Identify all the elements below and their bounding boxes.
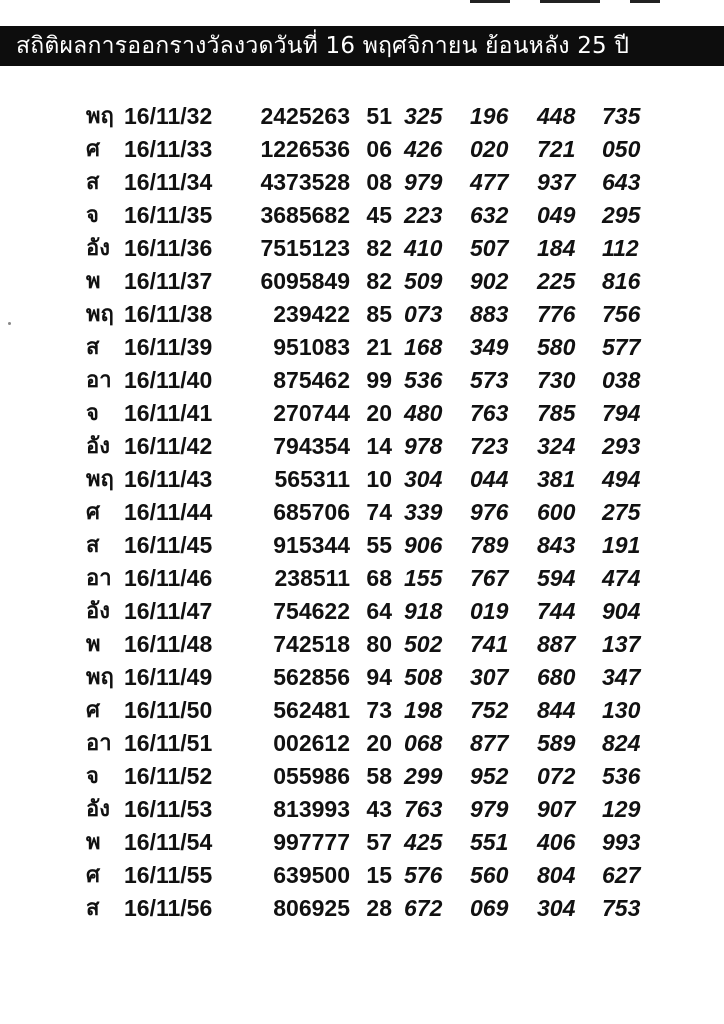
three-digit-prize-1: 325 bbox=[404, 103, 443, 129]
three-digit-prize-4: 627 bbox=[602, 862, 641, 888]
draw-date: 16/11/49 bbox=[124, 664, 213, 690]
table-row bbox=[0, 694, 724, 727]
three-digit-prize-3: 776 bbox=[537, 301, 576, 327]
three-digit-prize-3: 907 bbox=[537, 796, 576, 822]
three-digit-prize-1: 509 bbox=[404, 268, 443, 294]
three-digit-prize-3: 448 bbox=[537, 103, 576, 129]
two-digit-prize: 82 bbox=[366, 268, 392, 294]
three-digit-prize-1: 576 bbox=[404, 862, 443, 888]
day-label: พฤ bbox=[86, 467, 114, 492]
two-digit-prize: 43 bbox=[366, 796, 392, 822]
day-label: ศ bbox=[86, 863, 100, 888]
three-digit-prize-4: 824 bbox=[602, 730, 641, 756]
first-prize: 7515123 bbox=[260, 235, 350, 261]
table-row bbox=[0, 133, 724, 166]
three-digit-prize-4: 474 bbox=[602, 565, 641, 591]
first-prize: 055986 bbox=[273, 763, 350, 789]
three-digit-prize-4: 753 bbox=[602, 895, 641, 921]
table-row bbox=[0, 595, 724, 628]
day-label: พฤ bbox=[86, 104, 114, 129]
first-prize: 806925 bbox=[273, 895, 350, 921]
table-row bbox=[0, 727, 724, 760]
three-digit-prize-1: 763 bbox=[404, 796, 443, 822]
two-digit-prize: 58 bbox=[366, 763, 392, 789]
two-digit-prize: 74 bbox=[366, 499, 392, 525]
three-digit-prize-3: 594 bbox=[537, 565, 576, 591]
first-prize: 639500 bbox=[273, 862, 350, 888]
two-digit-prize: 94 bbox=[366, 664, 392, 690]
three-digit-prize-3: 721 bbox=[537, 136, 576, 162]
table-row bbox=[0, 430, 724, 463]
top-edge-marks bbox=[470, 0, 670, 6]
day-label: อา bbox=[86, 566, 112, 591]
day-label: พฤ bbox=[86, 302, 114, 327]
results-table bbox=[0, 100, 724, 925]
three-digit-prize-1: 508 bbox=[404, 664, 443, 690]
three-digit-prize-1: 299 bbox=[404, 763, 443, 789]
table-row bbox=[0, 265, 724, 298]
three-digit-prize-1: 339 bbox=[404, 499, 443, 525]
three-digit-prize-4: 191 bbox=[602, 532, 641, 558]
three-digit-prize-2: 349 bbox=[470, 334, 509, 360]
three-digit-prize-2: 019 bbox=[470, 598, 509, 624]
three-digit-prize-2: 789 bbox=[470, 532, 509, 558]
three-digit-prize-1: 979 bbox=[404, 169, 443, 195]
three-digit-prize-2: 883 bbox=[470, 301, 509, 327]
draw-date: 16/11/41 bbox=[124, 400, 213, 426]
day-label: พ bbox=[86, 830, 101, 855]
three-digit-prize-1: 906 bbox=[404, 532, 443, 558]
day-label: ศ bbox=[86, 137, 100, 162]
three-digit-prize-4: 494 bbox=[602, 466, 641, 492]
table-row bbox=[0, 364, 724, 397]
draw-date: 16/11/38 bbox=[124, 301, 213, 327]
three-digit-prize-4: 577 bbox=[602, 334, 641, 360]
day-label: จ bbox=[86, 764, 99, 789]
table-row bbox=[0, 892, 724, 925]
three-digit-prize-2: 902 bbox=[470, 268, 509, 294]
day-label: ส bbox=[86, 533, 100, 558]
table-row bbox=[0, 760, 724, 793]
two-digit-prize: 82 bbox=[366, 235, 392, 261]
three-digit-prize-4: 293 bbox=[602, 433, 641, 459]
three-digit-prize-2: 560 bbox=[470, 862, 509, 888]
day-label: ส bbox=[86, 170, 100, 195]
two-digit-prize: 21 bbox=[366, 334, 392, 360]
two-digit-prize: 85 bbox=[366, 301, 392, 327]
two-digit-prize: 80 bbox=[366, 631, 392, 657]
three-digit-prize-2: 044 bbox=[470, 466, 509, 492]
draw-date: 16/11/45 bbox=[124, 532, 213, 558]
draw-date: 16/11/37 bbox=[124, 268, 213, 294]
three-digit-prize-3: 225 bbox=[537, 268, 576, 294]
first-prize: 813993 bbox=[273, 796, 350, 822]
three-digit-prize-4: 643 bbox=[602, 169, 641, 195]
draw-date: 16/11/36 bbox=[124, 235, 213, 261]
draw-date: 16/11/56 bbox=[124, 895, 213, 921]
two-digit-prize: 51 bbox=[366, 103, 392, 129]
day-label: ส bbox=[86, 335, 100, 360]
three-digit-prize-2: 752 bbox=[470, 697, 509, 723]
three-digit-prize-2: 196 bbox=[470, 103, 509, 129]
day-label: ศ bbox=[86, 500, 100, 525]
three-digit-prize-4: 794 bbox=[602, 400, 641, 426]
three-digit-prize-2: 877 bbox=[470, 730, 509, 756]
three-digit-prize-3: 785 bbox=[537, 400, 576, 426]
three-digit-prize-1: 918 bbox=[404, 598, 443, 624]
three-digit-prize-2: 020 bbox=[470, 136, 509, 162]
three-digit-prize-1: 672 bbox=[404, 895, 443, 921]
three-digit-prize-3: 730 bbox=[537, 367, 576, 393]
day-label: จ bbox=[86, 401, 99, 426]
first-prize: 002612 bbox=[273, 730, 350, 756]
three-digit-prize-4: 756 bbox=[602, 301, 641, 327]
three-digit-prize-3: 744 bbox=[537, 598, 576, 624]
draw-date: 16/11/33 bbox=[124, 136, 213, 162]
three-digit-prize-3: 381 bbox=[537, 466, 576, 492]
three-digit-prize-3: 072 bbox=[537, 763, 576, 789]
draw-date: 16/11/35 bbox=[124, 202, 213, 228]
day-label: อัง bbox=[86, 797, 110, 822]
two-digit-prize: 45 bbox=[366, 202, 392, 228]
two-digit-prize: 20 bbox=[366, 730, 392, 756]
three-digit-prize-4: 816 bbox=[602, 268, 641, 294]
day-label: อัง bbox=[86, 236, 110, 261]
day-label: พ bbox=[86, 269, 101, 294]
first-prize: 794354 bbox=[273, 433, 350, 459]
three-digit-prize-2: 507 bbox=[470, 235, 509, 261]
table-row bbox=[0, 496, 724, 529]
first-prize: 562481 bbox=[273, 697, 350, 723]
three-digit-prize-4: 735 bbox=[602, 103, 641, 129]
first-prize: 3685682 bbox=[260, 202, 350, 228]
three-digit-prize-4: 347 bbox=[602, 664, 641, 690]
table-row bbox=[0, 793, 724, 826]
table-row bbox=[0, 859, 724, 892]
three-digit-prize-2: 723 bbox=[470, 433, 509, 459]
two-digit-prize: 20 bbox=[366, 400, 392, 426]
table-row bbox=[0, 463, 724, 496]
first-prize: 685706 bbox=[273, 499, 350, 525]
three-digit-prize-2: 763 bbox=[470, 400, 509, 426]
three-digit-prize-4: 295 bbox=[602, 202, 641, 228]
first-prize: 2425263 bbox=[260, 103, 350, 129]
three-digit-prize-4: 275 bbox=[602, 499, 641, 525]
two-digit-prize: 57 bbox=[366, 829, 392, 855]
three-digit-prize-1: 410 bbox=[404, 235, 443, 261]
day-label: อัง bbox=[86, 599, 110, 624]
three-digit-prize-1: 978 bbox=[404, 433, 443, 459]
three-digit-prize-4: 112 bbox=[602, 235, 639, 261]
draw-date: 16/11/54 bbox=[124, 829, 213, 855]
three-digit-prize-4: 993 bbox=[602, 829, 641, 855]
three-digit-prize-3: 843 bbox=[537, 532, 576, 558]
draw-date: 16/11/52 bbox=[124, 763, 213, 789]
three-digit-prize-3: 937 bbox=[537, 169, 576, 195]
first-prize: 565311 bbox=[274, 466, 350, 492]
two-digit-prize: 73 bbox=[366, 697, 392, 723]
two-digit-prize: 99 bbox=[366, 367, 392, 393]
first-prize: 875462 bbox=[273, 367, 350, 393]
day-label: อา bbox=[86, 368, 112, 393]
day-label: จ bbox=[86, 203, 99, 228]
table-row bbox=[0, 331, 724, 364]
three-digit-prize-2: 976 bbox=[470, 499, 509, 525]
two-digit-prize: 55 bbox=[366, 532, 392, 558]
two-digit-prize: 28 bbox=[366, 895, 392, 921]
first-prize: 562856 bbox=[273, 664, 350, 690]
three-digit-prize-2: 741 bbox=[470, 631, 509, 657]
draw-date: 16/11/51 bbox=[124, 730, 213, 756]
three-digit-prize-3: 887 bbox=[537, 631, 576, 657]
first-prize: 951083 bbox=[273, 334, 350, 360]
draw-date: 16/11/42 bbox=[124, 433, 213, 459]
three-digit-prize-2: 307 bbox=[470, 664, 509, 690]
three-digit-prize-2: 952 bbox=[470, 763, 509, 789]
three-digit-prize-2: 069 bbox=[470, 895, 509, 921]
three-digit-prize-2: 477 bbox=[470, 169, 509, 195]
two-digit-prize: 10 bbox=[366, 466, 392, 492]
three-digit-prize-1: 168 bbox=[404, 334, 443, 360]
two-digit-prize: 14 bbox=[366, 433, 392, 459]
three-digit-prize-2: 632 bbox=[470, 202, 509, 228]
day-label: อัง bbox=[86, 434, 110, 459]
draw-date: 16/11/39 bbox=[124, 334, 213, 360]
three-digit-prize-1: 425 bbox=[404, 829, 443, 855]
first-prize: 239422 bbox=[273, 301, 350, 327]
three-digit-prize-2: 767 bbox=[470, 565, 509, 591]
day-label: ส bbox=[86, 896, 100, 921]
table-row bbox=[0, 232, 724, 265]
three-digit-prize-3: 580 bbox=[537, 334, 576, 360]
table-row bbox=[0, 661, 724, 694]
three-digit-prize-3: 589 bbox=[537, 730, 576, 756]
two-digit-prize: 06 bbox=[366, 136, 392, 162]
three-digit-prize-4: 536 bbox=[602, 763, 641, 789]
first-prize: 270744 bbox=[273, 400, 350, 426]
table-row bbox=[0, 826, 724, 859]
three-digit-prize-1: 480 bbox=[404, 400, 443, 426]
three-digit-prize-1: 155 bbox=[404, 565, 443, 591]
draw-date: 16/11/50 bbox=[124, 697, 213, 723]
draw-date: 16/11/43 bbox=[124, 466, 213, 492]
first-prize: 6095849 bbox=[260, 268, 350, 294]
three-digit-prize-2: 551 bbox=[470, 829, 509, 855]
draw-date: 16/11/32 bbox=[124, 103, 213, 129]
three-digit-prize-3: 804 bbox=[537, 862, 576, 888]
day-label: พฤ bbox=[86, 665, 114, 690]
three-digit-prize-3: 304 bbox=[537, 895, 576, 921]
first-prize: 1226536 bbox=[260, 136, 350, 162]
three-digit-prize-1: 068 bbox=[404, 730, 443, 756]
first-prize: 915344 bbox=[273, 532, 350, 558]
three-digit-prize-2: 573 bbox=[470, 367, 509, 393]
header-bar bbox=[0, 26, 724, 66]
two-digit-prize: 64 bbox=[366, 598, 392, 624]
three-digit-prize-3: 600 bbox=[537, 499, 576, 525]
first-prize: 4373528 bbox=[260, 169, 350, 195]
three-digit-prize-3: 324 bbox=[537, 433, 576, 459]
draw-date: 16/11/34 bbox=[124, 169, 213, 195]
page-title: สถิติผลการออกรางวัลงวดวันที่ 16 พฤศจิกายน ย้อนหลัง 25 ปี bbox=[16, 33, 630, 59]
two-digit-prize: 08 bbox=[366, 169, 392, 195]
table-row bbox=[0, 397, 724, 430]
two-digit-prize: 15 bbox=[366, 862, 392, 888]
three-digit-prize-3: 184 bbox=[537, 235, 576, 261]
table-row bbox=[0, 562, 724, 595]
three-digit-prize-1: 426 bbox=[404, 136, 443, 162]
day-label: อา bbox=[86, 731, 112, 756]
three-digit-prize-3: 406 bbox=[537, 829, 576, 855]
table-row bbox=[0, 199, 724, 232]
three-digit-prize-4: 129 bbox=[602, 796, 641, 822]
three-digit-prize-4: 137 bbox=[602, 631, 641, 657]
three-digit-prize-1: 223 bbox=[404, 202, 443, 228]
table-row bbox=[0, 100, 724, 133]
table-row bbox=[0, 166, 724, 199]
three-digit-prize-2: 979 bbox=[470, 796, 509, 822]
draw-date: 16/11/53 bbox=[124, 796, 213, 822]
three-digit-prize-1: 502 bbox=[404, 631, 443, 657]
first-prize: 742518 bbox=[273, 631, 350, 657]
three-digit-prize-4: 904 bbox=[602, 598, 641, 624]
day-label: ศ bbox=[86, 698, 100, 723]
draw-date: 16/11/44 bbox=[124, 499, 213, 525]
draw-date: 16/11/40 bbox=[124, 367, 213, 393]
three-digit-prize-1: 073 bbox=[404, 301, 443, 327]
table-row bbox=[0, 628, 724, 661]
draw-date: 16/11/46 bbox=[124, 565, 213, 591]
three-digit-prize-4: 050 bbox=[602, 136, 641, 162]
first-prize: 997777 bbox=[273, 829, 350, 855]
three-digit-prize-3: 680 bbox=[537, 664, 576, 690]
three-digit-prize-3: 049 bbox=[537, 202, 576, 228]
three-digit-prize-4: 130 bbox=[602, 697, 641, 723]
table-row bbox=[0, 529, 724, 562]
three-digit-prize-3: 844 bbox=[537, 697, 576, 723]
draw-date: 16/11/47 bbox=[124, 598, 213, 624]
three-digit-prize-4: 038 bbox=[602, 367, 641, 393]
three-digit-prize-1: 536 bbox=[404, 367, 443, 393]
draw-date: 16/11/48 bbox=[124, 631, 213, 657]
three-digit-prize-1: 304 bbox=[404, 466, 443, 492]
draw-date: 16/11/55 bbox=[124, 862, 213, 888]
day-label: พ bbox=[86, 632, 101, 657]
table-row bbox=[0, 298, 724, 331]
first-prize: 754622 bbox=[273, 598, 350, 624]
first-prize: 238511 bbox=[274, 565, 350, 591]
three-digit-prize-1: 198 bbox=[404, 697, 443, 723]
two-digit-prize: 68 bbox=[366, 565, 392, 591]
